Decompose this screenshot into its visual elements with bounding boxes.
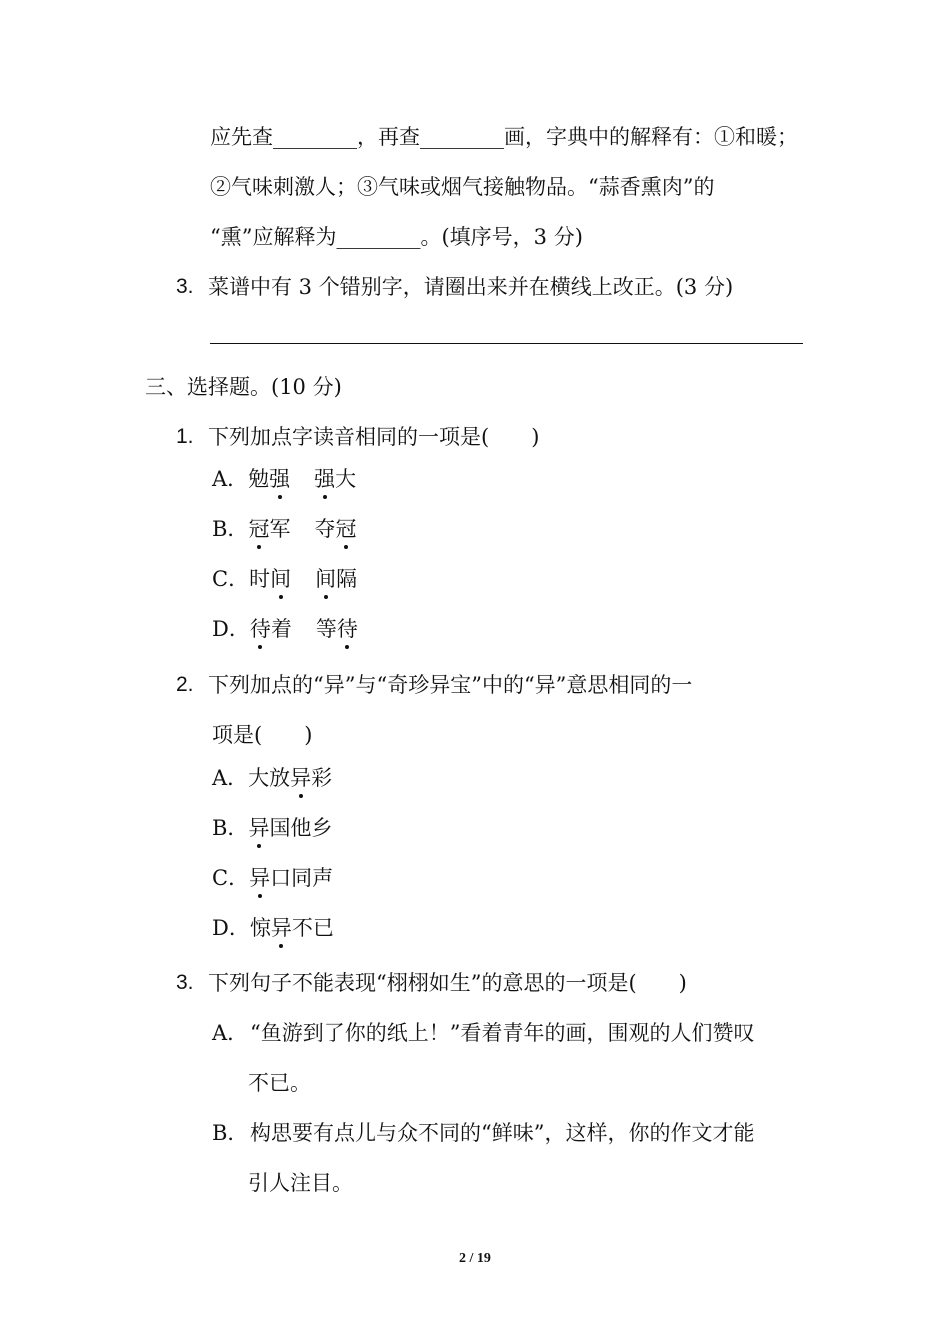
option-a-text-cont: 不已。 (248, 1071, 311, 1095)
page-indicator: 2 / 19 (459, 1251, 491, 1266)
question-text: 下列加点字读音相同的一项是( ) (208, 425, 540, 449)
word-part: 大 (335, 467, 357, 491)
dotted-char: 异 (270, 916, 292, 940)
dotted-char: 冠 (248, 517, 270, 541)
option-label: A． (212, 766, 249, 790)
word-part: 军 (269, 517, 291, 541)
option-b-text-cont: 引人注目。 (248, 1171, 353, 1195)
question-text-cont: 项是( ) (212, 723, 313, 747)
part2-text-line-2: ②气味刺激人；③气味或烟气接触物品。“蒜香熏肉”的 (210, 175, 715, 199)
question-number: 2. (176, 673, 194, 696)
dotted-char: 强 (269, 467, 291, 491)
word-part: 惊 (249, 916, 271, 940)
option-c (212, 865, 333, 891)
question-number: 1. (176, 425, 194, 448)
option-b-text: 构思要有点儿与众不同的“鲜味”，这样，你的作文才能 (250, 1121, 755, 1145)
word-part: 勉 (248, 467, 270, 491)
word-part: 彩 (311, 766, 333, 790)
question-text: 菜谱中有 3 个错别字，请圈出来并在横线上改正。(3 分) (208, 275, 734, 299)
word-part: 等 (315, 617, 337, 641)
dotted-char: 异 (290, 766, 312, 790)
option-label: D． (212, 916, 250, 940)
part2-text-line-1: 应先查________，再查________画，字典中的解释有：①和暖； (210, 125, 798, 149)
option-label: A． (212, 467, 249, 491)
option-label: B． (212, 816, 249, 840)
option-b (212, 516, 356, 542)
option-a (212, 466, 356, 492)
question-text: 下列加点的“异”与“奇珍异宝”中的“异”意思相同的一 (208, 673, 693, 697)
dotted-char: 异 (249, 866, 271, 890)
dotted-char: 待 (249, 617, 271, 641)
word-part: 夺 (314, 517, 336, 541)
dotted-char: 冠 (335, 517, 357, 541)
word-part: 不已 (291, 916, 334, 940)
word-part: 时 (249, 567, 271, 591)
word-part: 口同声 (270, 866, 334, 890)
option-b (212, 815, 332, 841)
word-part: 隔 (336, 567, 358, 591)
word-part: 国他乡 (269, 816, 333, 840)
option-label: C． (212, 567, 250, 591)
dotted-char: 间 (270, 567, 292, 591)
section-heading: 三、选择题。(10 分) (145, 375, 342, 399)
option-b-label: B． (212, 1121, 249, 1145)
part2-text-line-3: “熏”应解释为________。(填序号，3 分) (210, 225, 583, 249)
option-a (212, 765, 332, 791)
option-d (212, 915, 334, 941)
dotted-char: 异 (248, 816, 270, 840)
dotted-char: 待 (336, 617, 358, 641)
word-part: 大放 (248, 766, 291, 790)
option-c (212, 566, 357, 592)
dotted-char: 间 (315, 567, 337, 591)
option-label: C． (212, 866, 250, 890)
question-number: 3. (176, 971, 194, 994)
word-part: 着 (270, 617, 292, 641)
option-d (212, 616, 358, 642)
option-label: B． (212, 517, 249, 541)
option-a-label: A． (212, 1021, 249, 1045)
question-number: 3. (176, 275, 194, 298)
answer-line (210, 343, 803, 344)
option-a-text: “鱼游到了你的纸上！”看着青年的画，围观的人们赞叹 (250, 1021, 755, 1045)
option-label: D． (212, 617, 250, 641)
question-text: 下列句子不能表现“栩栩如生”的意思的一项是( ) (208, 971, 687, 995)
dotted-char: 强 (314, 467, 336, 491)
